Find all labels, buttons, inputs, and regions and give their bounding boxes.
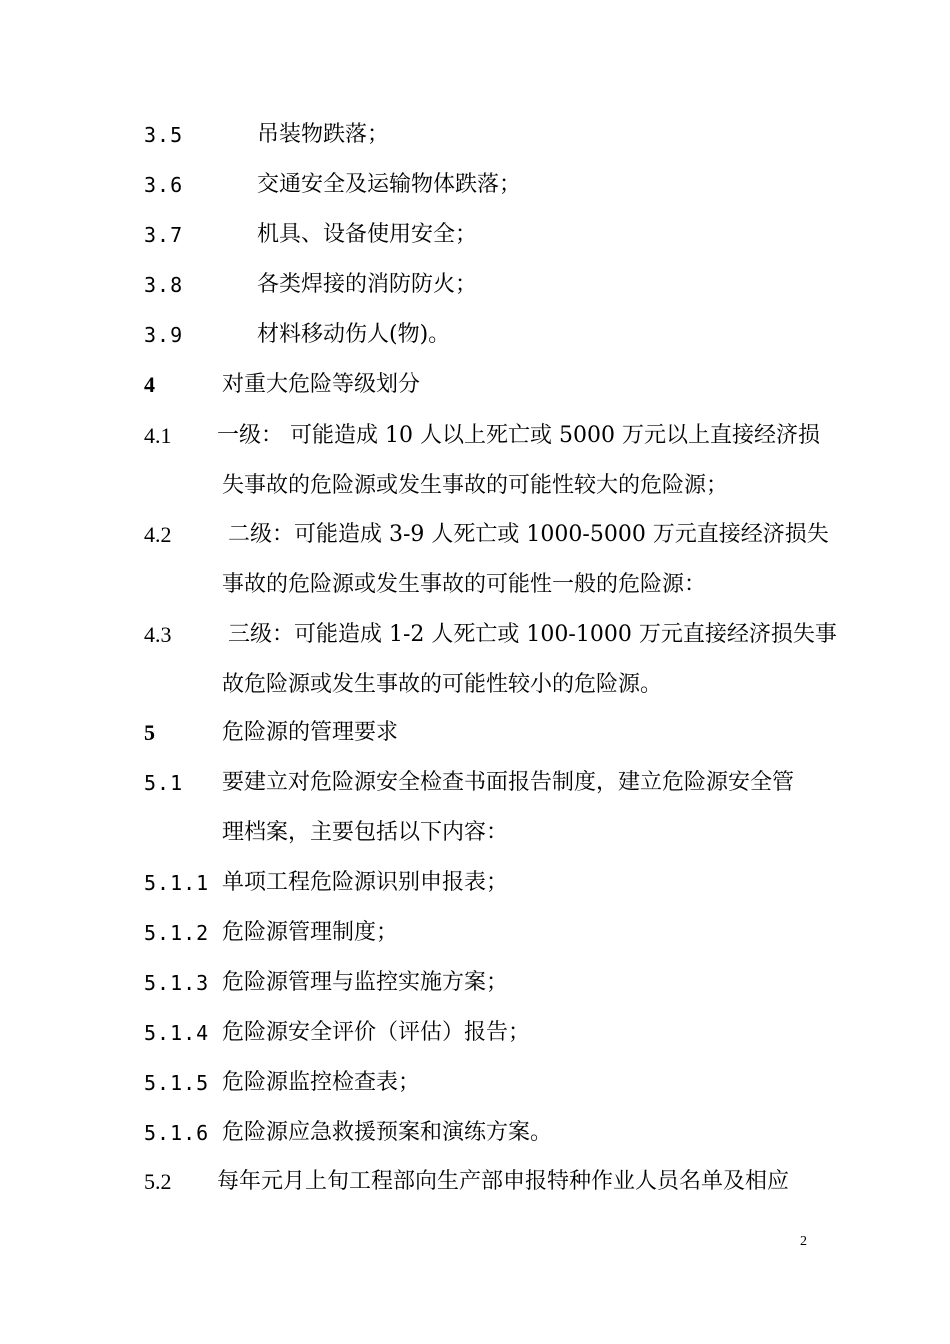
item-text: 交通安全及运输物体跌落； xyxy=(257,172,522,197)
item-text: 二级：可能造成 3-9 人死亡或 1000-5000 万元直接经济损失 xyxy=(228,522,829,547)
item-number: 4.2 xyxy=(144,522,172,547)
item-text: 失事故的危险源或发生事故的可能性较大的危险源； xyxy=(222,473,729,498)
item-number: 3.5 xyxy=(144,123,184,147)
section-title: 危险源的管理要求 xyxy=(222,720,399,745)
item-number: 3.8 xyxy=(144,273,184,297)
item-text: 理档案，主要包括以下内容： xyxy=(222,820,509,845)
item-number: 3.9 xyxy=(144,323,184,347)
item-text: 各类焊接的消防防火； xyxy=(257,272,478,297)
item-text: 危险源管理制度； xyxy=(222,920,399,945)
item-number: 5.1.1 xyxy=(144,871,210,895)
item-number: 4.1 xyxy=(144,423,172,448)
item-number: 3.6 xyxy=(144,173,184,197)
page-number: 2 xyxy=(800,1234,807,1249)
item-text: 危险源安全评价（评估）报告； xyxy=(222,1020,531,1045)
item-text: 要建立对危险源安全检查书面报告制度，建立危险源安全管 xyxy=(222,770,795,795)
item-text: 材料移动伤人(物)。 xyxy=(257,322,451,347)
item-text: 一级： 可能造成 10 人以上死亡或 5000 万元以上直接经济损 xyxy=(217,423,820,448)
item-number: 5.1.5 xyxy=(144,1071,210,1095)
item-text: 危险源监控检查表； xyxy=(222,1070,421,1095)
item-number: 5.2 xyxy=(144,1169,172,1194)
section-number: 4 xyxy=(144,372,155,397)
item-text: 事故的危险源或发生事故的可能性一般的危险源： xyxy=(222,572,707,597)
item-text: 故危险源或发生事故的可能性较小的危险源。 xyxy=(222,672,663,697)
item-text: 三级：可能造成 1-2 人死亡或 100-1000 万元直接经济损失事 xyxy=(228,622,837,647)
item-number: 3.7 xyxy=(144,223,184,247)
item-number: 5.1.6 xyxy=(144,1121,210,1145)
section-title: 对重大危险等级划分 xyxy=(222,372,421,397)
item-text: 吊装物跌落； xyxy=(257,122,390,147)
item-number: 5.1.2 xyxy=(144,921,210,945)
item-text: 危险源管理与监控实施方案； xyxy=(222,970,509,995)
item-text: 危险源应急救援预案和演练方案。 xyxy=(222,1120,553,1145)
item-number: 5.1.4 xyxy=(144,1021,210,1045)
item-number: 5.1.3 xyxy=(144,971,210,995)
item-text: 每年元月上旬工程部向生产部申报特种作业人员名单及相应 xyxy=(217,1169,790,1194)
section-number: 5 xyxy=(144,720,155,745)
item-number: 5.1 xyxy=(144,771,184,795)
item-text: 机具、设备使用安全； xyxy=(257,222,478,247)
item-text: 单项工程危险源识别申报表； xyxy=(222,870,509,895)
item-number: 4.3 xyxy=(144,622,172,647)
